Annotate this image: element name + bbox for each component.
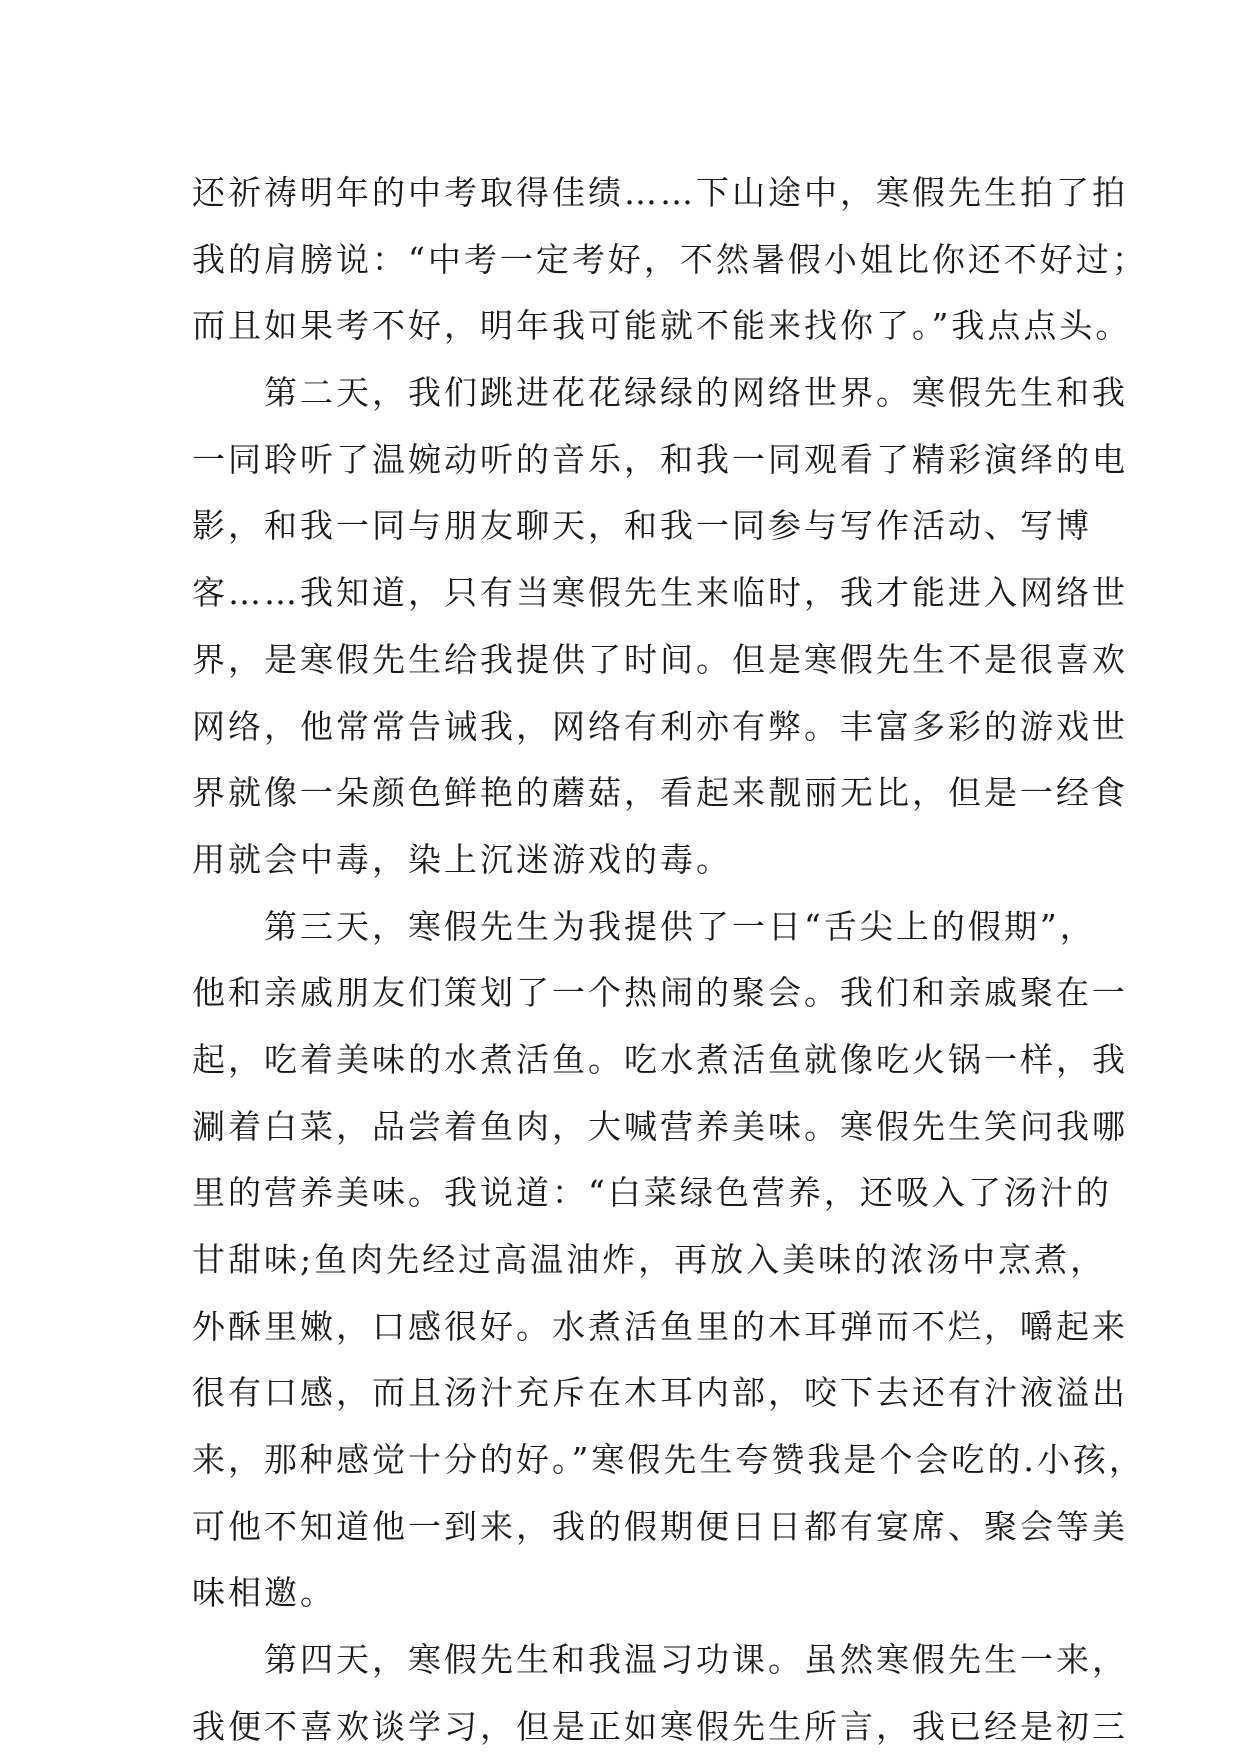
- text-line: 味相邀。: [192, 1573, 336, 1613]
- text-line: 而且如果考不好，明年我可能就不能来找你了。”我点点头。: [192, 306, 1132, 346]
- text-line: 涮着白菜，品尝着鱼肉，大喊营养美味。寒假先生笑问我哪: [192, 1106, 1128, 1146]
- document-body: [192, 160, 1148, 1761]
- text-line: 客……我知道，只有当寒假先生来临时，我才能进入网络世: [192, 573, 1128, 613]
- text-line: 可他不知道他一到来，我的假期便日日都有宴席、聚会等美: [192, 1506, 1128, 1546]
- text-line: 网络，他常常告诫我，网络有利亦有弊。丰富多彩的游戏世: [192, 706, 1128, 746]
- text-line: 起，吃着美味的水煮活鱼。吃水煮活鱼就像吃火锅一样，我: [192, 1039, 1128, 1079]
- text-line: 我便不喜欢谈学习，但是正如寒假先生所言，我已经是初三: [192, 1706, 1128, 1746]
- text-line: 我的肩膀说：“中考一定考好，不然暑假小姐比你还不好过；: [192, 239, 1148, 279]
- text-line: 第三天，寒假先生为我提供了一日“舌尖上的假期”，: [192, 906, 1096, 946]
- text-line: 里的营养美味。我说道：“白菜绿色营养，还吸入了汤汁的: [192, 1173, 1112, 1213]
- text-line: 一同聆听了温婉动听的音乐，和我一同观看了精彩演绎的电: [192, 439, 1128, 479]
- text-line: 用就会中毒，染上沉迷游戏的毒。: [192, 839, 732, 879]
- text-line: 甘甜味;鱼肉先经过高温油炸，再放入美味的浓汤中烹煮，: [192, 1240, 1107, 1279]
- text-line: 影，和我一同与朋友聊天，和我一同参与写作活动、写博: [192, 506, 1092, 546]
- text-line: 外酥里嫩，口感很好。水煮活鱼里的木耳弹而不烂，嚼起来: [192, 1306, 1128, 1346]
- text-line: 界就像一朵颜色鲜艳的蘑菇，看起来靓丽无比，但是一经食: [192, 773, 1128, 813]
- text-line: 很有口感，而且汤汁充斥在木耳内部，咬下去还有汁液溢出: [192, 1373, 1128, 1413]
- text-line: 来，那种感觉十分的好。”寒假先生夸赞我是个会吃的.小孩，: [192, 1440, 1145, 1480]
- text-line: 第四天，寒假先生和我温习功课。虽然寒假先生一来，: [192, 1640, 1128, 1680]
- text-line: 还祈祷明年的中考取得佳绩……下山途中，寒假先生拍了拍: [192, 173, 1128, 212]
- text-line: 界，是寒假先生给我提供了时间。但是寒假先生不是很喜欢: [192, 639, 1128, 679]
- text-line: 第二天，我们跳进花花绿绿的网络世界。寒假先生和我: [192, 373, 1128, 413]
- text-line: 他和亲戚朋友们策划了一个热闹的聚会。我们和亲戚聚在一: [192, 973, 1128, 1013]
